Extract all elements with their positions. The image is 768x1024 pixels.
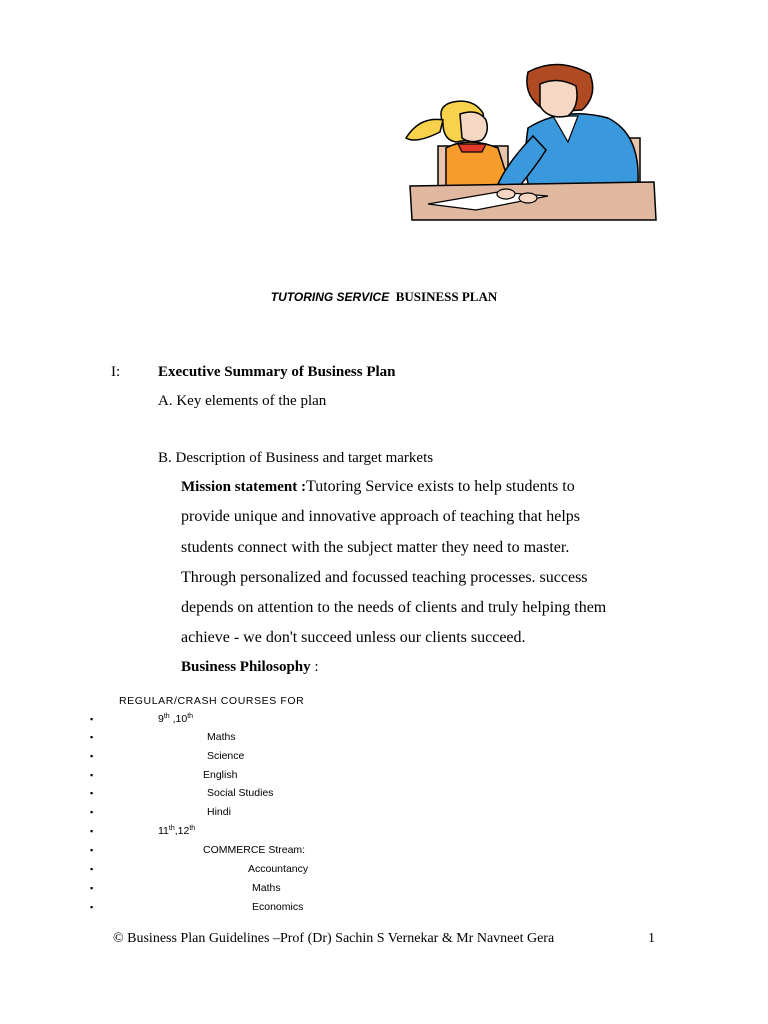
mission-text-1: Tutoring Service exists to help students to	[305, 478, 575, 495]
mission-line-6: achieve - we don't succeed unless our clients succeed.	[181, 629, 526, 646]
mission-line-4: Through personalized and focussed teaching processes. success	[181, 569, 588, 586]
document-title	[0, 289, 768, 305]
bullet-icon: ▪	[90, 864, 94, 874]
list-item: Economics	[252, 901, 304, 913]
teacher-student-icon	[406, 64, 656, 220]
item-b: B. Description of Business and target markets	[158, 450, 434, 466]
courses-heading: REGULAR/CRASH COURSES FOR	[119, 695, 305, 707]
bullet-icon: ▪	[90, 883, 94, 893]
title-rest: BUSINESS PLAN	[395, 289, 498, 304]
mission-line-5: depends on attention to the needs of clients and truly helping them	[181, 599, 607, 616]
bullet-icon: ▪	[90, 807, 94, 817]
bullet-icon: ▪	[90, 902, 94, 912]
list-item: COMMERCE Stream:	[203, 844, 306, 856]
list-item: Social Studies	[207, 787, 274, 799]
mission-line-1	[181, 478, 575, 496]
list-item: Accountancy	[248, 863, 309, 875]
list-item: Maths	[252, 882, 281, 894]
list-item-grade-11-12: 11th,12th	[158, 825, 196, 837]
bullet-icon: ▪	[90, 770, 94, 780]
philosophy-label: Business Philosophy	[181, 659, 311, 675]
bullet-icon: ▪	[90, 751, 94, 761]
section-heading: Executive Summary of Business Plan	[158, 364, 396, 380]
page-footer: © Business Plan Guidelines –Prof (Dr) Sachin S Vernekar & Mr Navneet Gera	[113, 931, 555, 946]
title-italic: TUTORING SERVICE	[270, 290, 390, 304]
bullet-icon: ▪	[90, 826, 94, 836]
teacher-student-illustration	[398, 58, 660, 224]
mission-line-3: students connect with the subject matter they need to master.	[181, 539, 570, 556]
philosophy-colon: :	[310, 659, 319, 675]
list-item: Science	[207, 750, 245, 762]
item-a: A. Key elements of the plan	[158, 393, 327, 409]
philosophy-heading	[181, 659, 319, 676]
section-number: I:	[111, 364, 121, 380]
list-item: Hindi	[207, 806, 231, 818]
list-item: English	[203, 769, 238, 781]
page-number: 1	[648, 931, 655, 946]
bullet-icon: ▪	[90, 845, 94, 855]
mission-label: Mission statement :	[181, 479, 306, 495]
mission-line-2: provide unique and innovative approach of teaching that helps	[181, 508, 580, 525]
bullet-icon: ▪	[90, 788, 94, 798]
list-item-grade-9-10: 9th ,10th	[158, 713, 194, 725]
list-item: Maths	[207, 731, 236, 743]
bullet-icon: ▪	[90, 714, 94, 724]
bullet-icon: ▪	[90, 732, 94, 742]
